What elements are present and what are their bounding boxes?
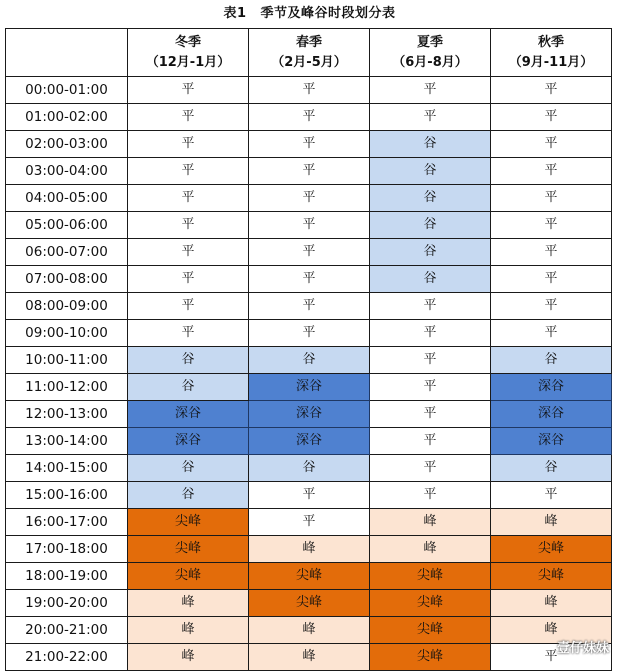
period-cell: 尖峰 [370,644,491,671]
period-cell: 平 [128,320,249,347]
column-header-range: （9月-11月） [508,54,594,70]
period-cell: 平 [370,428,491,455]
period-cell: 深谷 [249,428,370,455]
column-header-range: （12月-1月） [145,54,231,70]
period-cell: 峰 [370,536,491,563]
table-row [6,401,612,428]
period-cell: 平 [249,77,370,104]
period-cell: 平 [370,320,491,347]
period-cell: 谷 [128,455,249,482]
period-cell: 平 [491,212,612,239]
table-caption-label: 表1 [223,6,247,21]
time-slot-cell: 11:00-12:00 [6,374,128,401]
period-cell: 尖峰 [128,563,249,590]
period-cell: 谷 [370,239,491,266]
period-cell: 尖峰 [128,509,249,536]
period-cell: 平 [249,212,370,239]
column-header-name: 春季 [295,34,322,50]
table-caption [0,5,619,23]
period-cell: 峰 [249,644,370,671]
time-slot-cell: 10:00-11:00 [6,347,128,374]
time-slot-cell: 07:00-08:00 [6,266,128,293]
column-header-summer [370,29,491,77]
table-row [6,77,612,104]
time-slot-cell: 18:00-19:00 [6,563,128,590]
column-header-name: 夏季 [416,34,443,50]
period-cell: 平 [491,104,612,131]
period-cell: 平 [491,185,612,212]
table-row [6,563,612,590]
period-cell: 尖峰 [249,563,370,590]
table-row [6,482,612,509]
time-slot-cell: 08:00-09:00 [6,293,128,320]
period-cell: 平 [249,185,370,212]
period-cell: 平 [370,482,491,509]
period-cell: 平 [249,320,370,347]
table-row [6,590,612,617]
table-row [6,239,612,266]
period-cell: 平 [249,509,370,536]
time-slot-cell: 15:00-16:00 [6,482,128,509]
period-cell: 峰 [249,617,370,644]
period-cell: 平 [128,266,249,293]
time-slot-cell: 03:00-04:00 [6,158,128,185]
period-cell: 平 [128,185,249,212]
time-slot-cell: 12:00-13:00 [6,401,128,428]
column-header-winter [128,29,249,77]
table-row [6,509,612,536]
header-row [6,29,612,77]
table-row [6,455,612,482]
time-slot-cell: 05:00-06:00 [6,212,128,239]
time-slot-cell: 14:00-15:00 [6,455,128,482]
period-cell: 平 [249,482,370,509]
period-cell: 平 [491,239,612,266]
time-slot-cell: 13:00-14:00 [6,428,128,455]
period-cell: 平 [491,644,612,671]
table-row [6,104,612,131]
period-cell: 尖峰 [491,563,612,590]
period-cell: 平 [491,482,612,509]
table-row [6,536,612,563]
period-cell: 平 [370,104,491,131]
period-cell: 峰 [128,617,249,644]
column-header-spring [249,29,370,77]
period-cell: 平 [249,131,370,158]
time-slot-cell: 01:00-02:00 [6,104,128,131]
period-cell: 峰 [491,509,612,536]
period-cell: 深谷 [128,401,249,428]
period-cell: 平 [370,293,491,320]
period-cell: 峰 [128,644,249,671]
table-row [6,320,612,347]
column-header-range: （6月-8月） [392,54,468,70]
period-cell: 平 [491,266,612,293]
period-cell: 谷 [128,374,249,401]
table-row [6,644,612,671]
time-slot-cell: 00:00-01:00 [6,77,128,104]
period-cell: 深谷 [491,374,612,401]
period-cell: 平 [370,401,491,428]
period-cell: 峰 [249,536,370,563]
time-slot-cell: 16:00-17:00 [6,509,128,536]
period-cell: 深谷 [249,401,370,428]
column-header-range: （2月-5月） [271,54,347,70]
period-cell: 平 [370,455,491,482]
period-cell: 尖峰 [249,590,370,617]
period-cell: 平 [370,347,491,374]
period-cell: 平 [249,293,370,320]
period-cell: 深谷 [491,428,612,455]
period-cell: 尖峰 [370,590,491,617]
column-header-name: 冬季 [174,34,201,50]
table-row [6,266,612,293]
period-cell: 平 [491,131,612,158]
period-cell: 深谷 [128,428,249,455]
period-cell: 峰 [128,590,249,617]
table-row [6,158,612,185]
period-cell: 平 [370,374,491,401]
period-cell: 平 [128,212,249,239]
table-row [6,131,612,158]
period-cell: 谷 [128,482,249,509]
table-row [6,212,612,239]
table-row [6,374,612,401]
period-cell: 平 [128,104,249,131]
watermark-text: 壹仔妹妹 [556,641,609,656]
table-body [6,77,612,671]
table-row [6,617,612,644]
period-cell: 尖峰 [491,536,612,563]
time-slot-cell: 20:00-21:00 [6,617,128,644]
column-header-autumn [491,29,612,77]
period-cell: 平 [128,77,249,104]
period-cell: 谷 [370,131,491,158]
period-cell: 平 [491,77,612,104]
table-row [6,185,612,212]
table-row [6,347,612,374]
period-cell: 峰 [370,509,491,536]
table-row [6,293,612,320]
corner-cell [6,29,128,77]
period-cell: 平 [491,158,612,185]
period-cell: 峰 [491,617,612,644]
period-cell: 谷 [249,347,370,374]
time-slot-cell: 21:00-22:00 [6,644,128,671]
period-cell: 平 [249,266,370,293]
period-cell: 谷 [370,212,491,239]
period-cell: 平 [491,293,612,320]
period-cell: 谷 [491,347,612,374]
time-slot-cell: 19:00-20:00 [6,590,128,617]
period-cell: 谷 [370,266,491,293]
time-slot-cell: 06:00-07:00 [6,239,128,266]
period-cell: 谷 [128,347,249,374]
period-cell: 尖峰 [128,536,249,563]
period-cell: 谷 [249,455,370,482]
period-cell: 深谷 [491,401,612,428]
table-caption-text: 季节及峰谷时段划分表 [260,6,396,21]
period-cell: 谷 [370,158,491,185]
column-header-name: 秋季 [537,34,564,50]
period-cell: 峰 [491,590,612,617]
period-cell: 尖峰 [370,617,491,644]
time-slot-cell: 02:00-03:00 [6,131,128,158]
time-slot-cell: 04:00-05:00 [6,185,128,212]
period-cell: 平 [128,131,249,158]
period-cell: 平 [249,239,370,266]
period-cell: 谷 [491,455,612,482]
period-cell: 平 [128,293,249,320]
period-cell: 深谷 [249,374,370,401]
period-cell: 尖峰 [370,563,491,590]
period-cell: 平 [249,104,370,131]
period-cell: 平 [491,320,612,347]
time-slot-cell: 09:00-10:00 [6,320,128,347]
table-row [6,428,612,455]
tou-period-table [5,28,612,671]
period-cell: 平 [128,158,249,185]
period-cell: 平 [249,158,370,185]
time-slot-cell: 17:00-18:00 [6,536,128,563]
period-cell: 谷 [370,185,491,212]
period-cell: 平 [128,239,249,266]
period-cell: 平 [370,77,491,104]
